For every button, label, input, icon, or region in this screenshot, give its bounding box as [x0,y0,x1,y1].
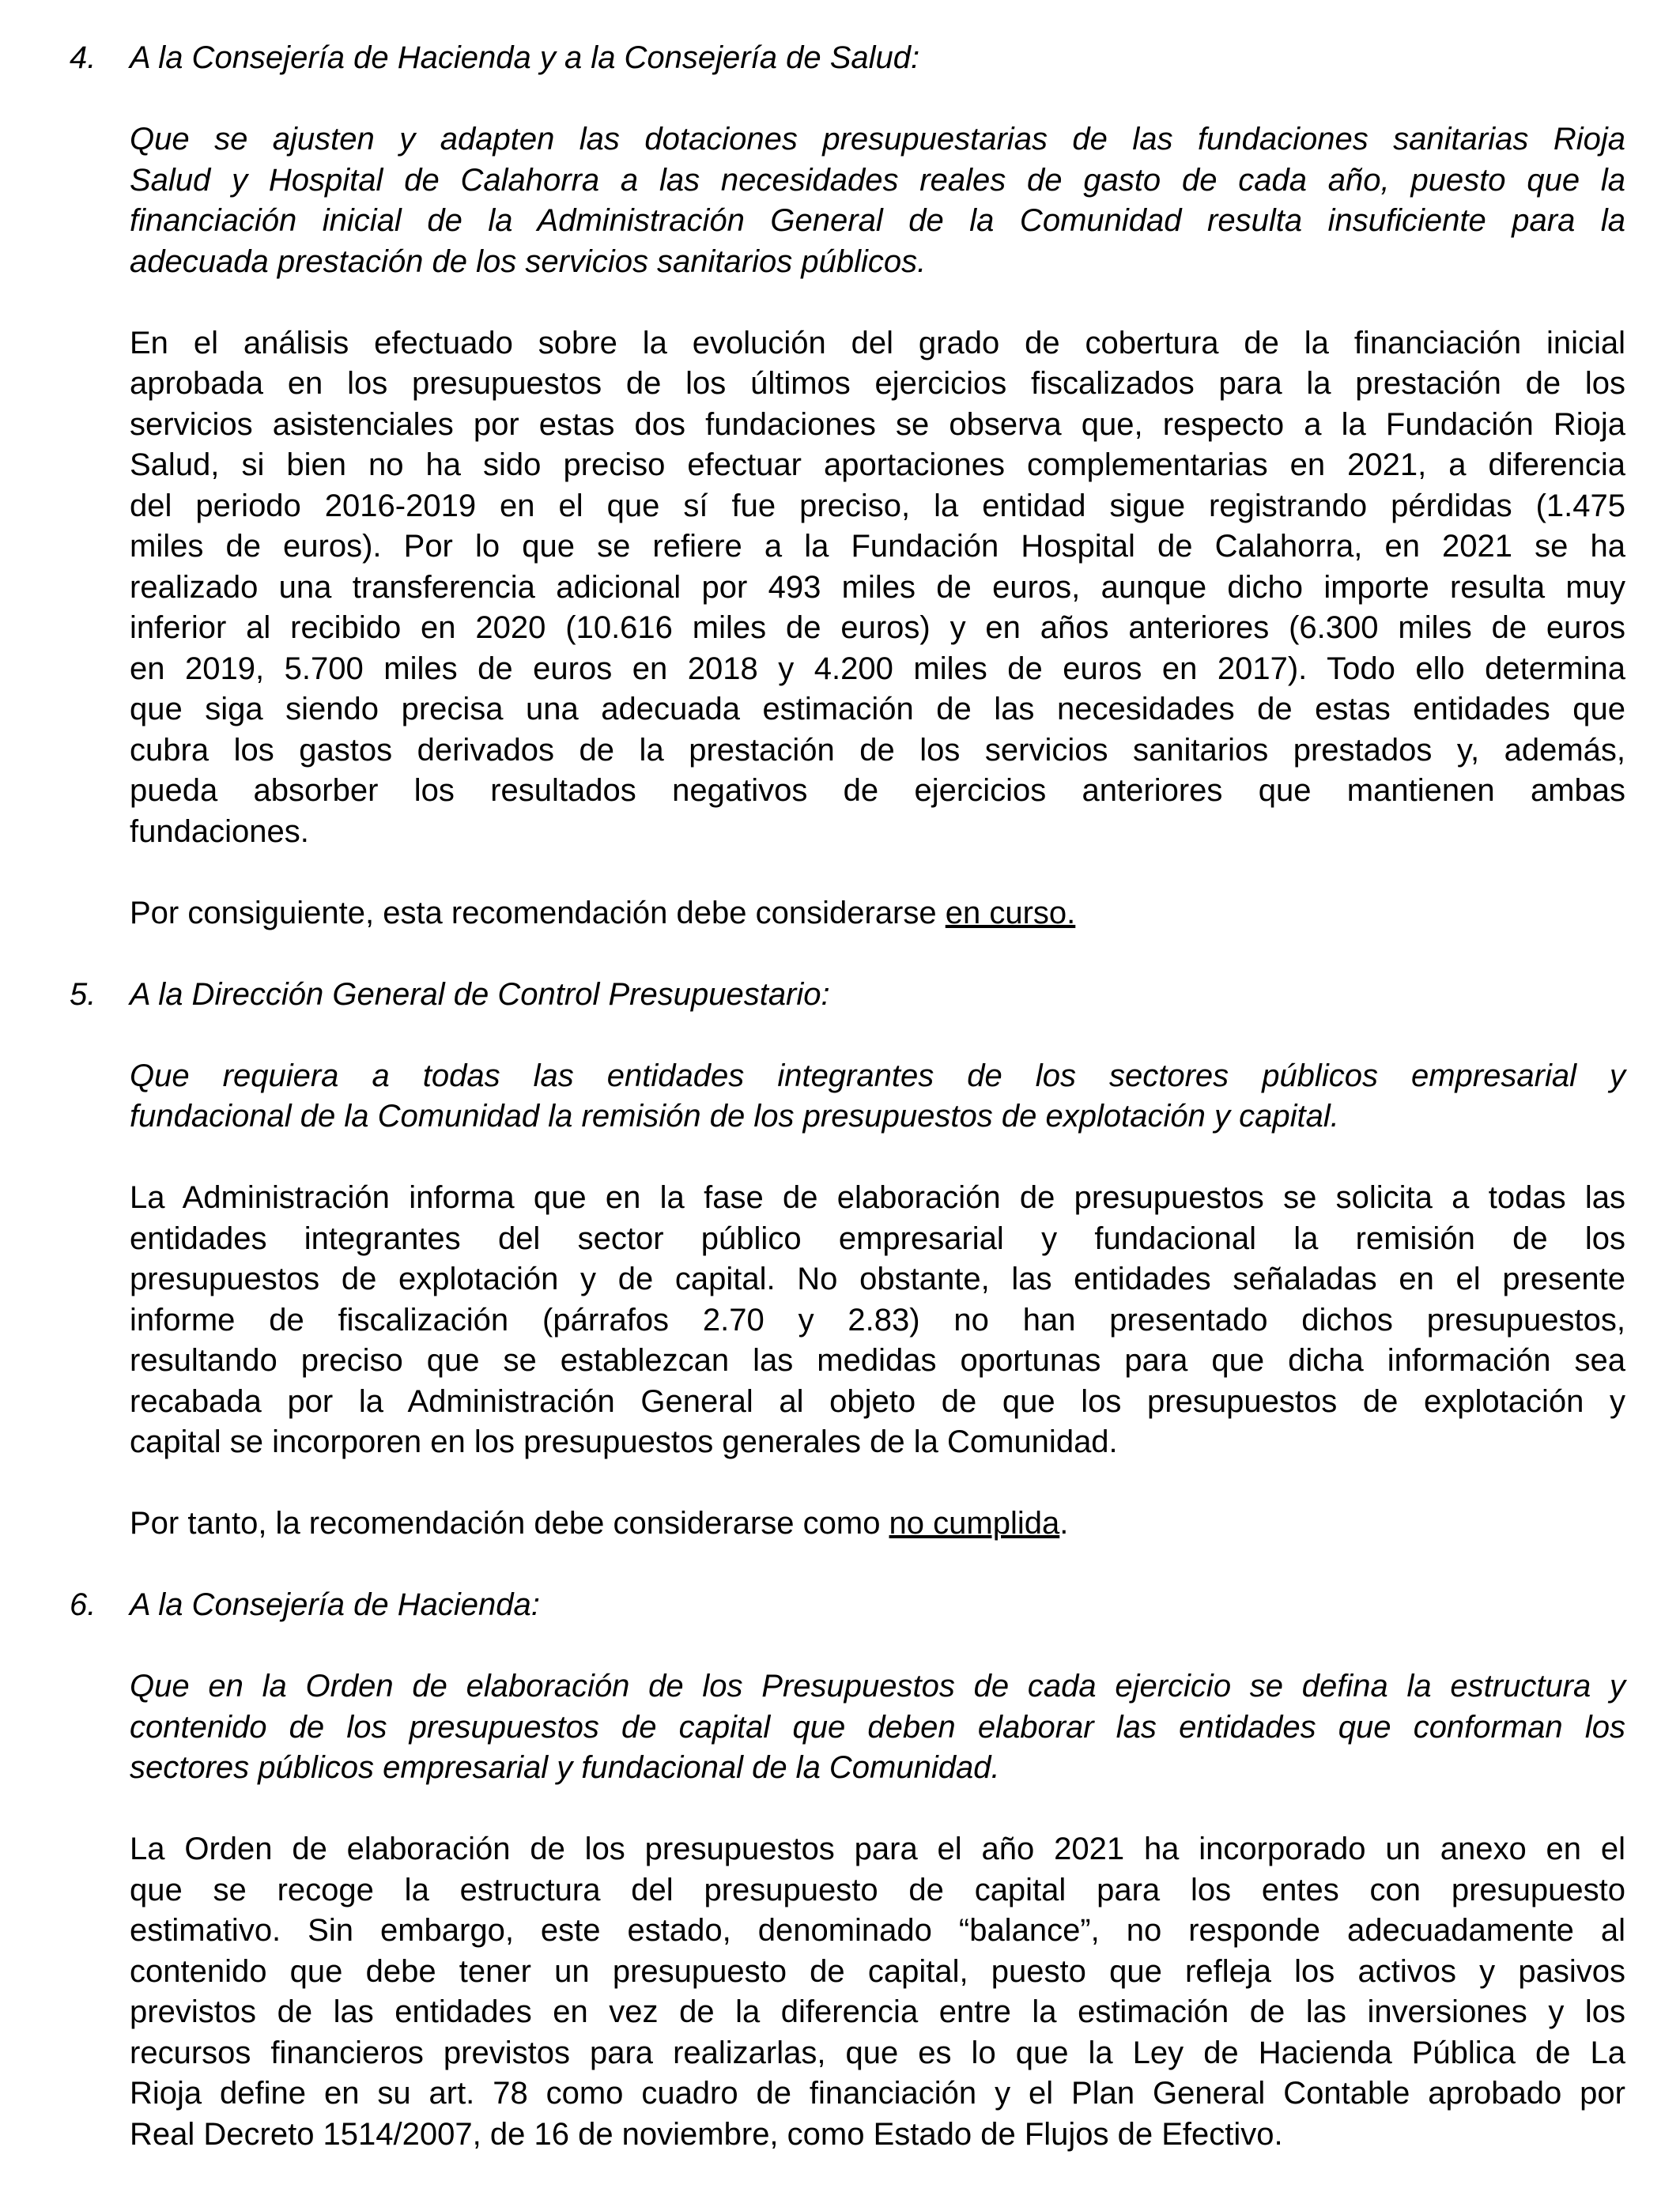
text-line: informe de fiscalización (párrafos 2.70 y 2.83) no han presentado dichos presupuestos, [130,1302,1625,1338]
item-body [130,1585,1625,2155]
conclusion [130,893,1625,934]
conclusion-prefix: Por tanto, la recomendación debe considerarse como [130,1506,889,1541]
recommendation-text [130,1056,1625,1138]
item-heading: A la Consejería de Hacienda: [130,1587,540,1622]
analysis-text [130,1178,1625,1463]
recommendation-text [130,1666,1625,1789]
text-line: recabada por la Administración General al objeto de que los presupuestos de explotación y [130,1383,1625,1419]
item-heading: A la Consejería de Hacienda y a la Consejería de Salud: [130,40,920,75]
text-line: contenido de los presupuestos de capital que deben elaborar las entidades que conforman los [130,1709,1625,1745]
text-line: que se recoge la estructura del presupuesto de capital para los entes con presupuesto [130,1872,1625,1907]
item-number: 5. [70,976,96,1012]
text-line: Que requiera a todas las entidades integrantes de los sectores públicos empresarial y [130,1058,1625,1093]
text-line: en 2019, 5.700 miles de euros en 2018 y 4.200 miles de euros en 2017). Todo ello determina [130,651,1625,686]
text-line: Salud y Hospital de Calahorra a las necesidades reales de gasto de cada año, puesto que la [130,162,1625,198]
text-line: sectores públicos empresarial y fundacional de la Comunidad. [130,1750,1000,1785]
text-line: previstos de las entidades en vez de la diferencia entre la estimación de las inversiones y los [130,1994,1625,2029]
conclusion-line [130,1504,1625,1545]
conclusion-prefix: Por consiguiente, esta recomendación debe considerarse [130,895,946,930]
text-line: resultando preciso que se establezcan las medidas oportunas para que dicha información sea [130,1343,1625,1378]
text-line: miles de euros). Por lo que se refiere a la Fundación Hospital de Calahorra, en 2021 se ha [130,529,1625,564]
text-line: presupuestos de explotación y de capital. No obstante, las entidades señaladas en el presente [130,1262,1625,1296]
item-body [130,975,1625,1545]
text-line: pueda absorber los resultados negativos de ejercicios anteriores que mantienen ambas [130,773,1625,808]
analysis-text [130,323,1625,853]
text-line: aprobada en los presupuestos de los últimos ejercicios fiscalizados para la prestación de los [130,366,1625,401]
recommendation-text [130,119,1625,282]
conclusion [130,1504,1625,1545]
item-heading: A la Dirección General de Control Presupuestario: [130,976,830,1012]
item-body [130,38,1625,934]
text-line: La Administración informa que en la fase de elaboración de presupuestos se solicita a todas las [130,1180,1625,1215]
text-line: financiación inicial de la Administración General de la Comunidad resulta insuficiente para la [130,203,1625,238]
document-page [70,38,1625,2196]
text-line: adecuada prestación de los servicios sanitarios públicos. [130,243,927,279]
text-line: estimativo. Sin embargo, este estado, denominado “balance”, no responde adecuadamente al [130,1913,1625,1948]
recommendation-item [70,38,1625,934]
text-line: recursos financieros previstos para realizarlas, que es lo que la Ley de Hacienda Pública de La [130,2035,1625,2070]
conclusion-status: no cumplida [889,1506,1060,1541]
text-line: Que se ajusten y adapten las dotaciones presupuestarias de las fundaciones sanitarias Rioja [130,122,1625,157]
recommendation-item [70,1585,1625,2155]
text-line: En el análisis efectuado sobre la evolución del grado de cobertura de la financiación inicial [130,325,1625,360]
conclusion-suffix: . [1059,1506,1069,1541]
text-line: La Orden de elaboración de los presupuestos para el año 2021 ha incorporado un anexo en el [130,1832,1625,1866]
text-line: Salud, si bien no ha sido preciso efectuar aportaciones complementarias en 2021, a diferencia [130,447,1625,482]
conclusion-status: en curso. [945,895,1076,930]
text-line: contenido que debe tener un presupuesto de capital, puesto que refleja los activos y pasivos [130,1953,1625,1989]
text-line: fundacional de la Comunidad la remisión de los presupuestos de explotación y capital. [130,1099,1339,1134]
analysis-text [130,1829,1625,2155]
text-line: servicios asistenciales por estas dos fundaciones se observa que, respecto a la Fundación Rioja [130,406,1625,442]
text-line: realizado una transferencia adicional por 493 miles de euros, aunque dicho importe resulta muy [130,569,1625,605]
text-line: del periodo 2016-2019 en el que sí fue preciso, la entidad sigue registrando pérdidas (1.475 [130,488,1625,523]
text-line: que siga siendo precisa una adecuada estimación de las necesidades de estas entidades que [130,692,1625,726]
item-number: 4. [70,40,96,75]
text-line: Que en la Orden de elaboración de los Presupuestos de cada ejercicio se defina la estructura y [130,1669,1625,1704]
text-line: cubra los gastos derivados de la prestación de los servicios sanitarios prestados y, además, [130,732,1625,768]
conclusion-line [130,893,1625,934]
recommendation-item [70,975,1625,1545]
text-line: inferior al recibido en 2020 (10.616 miles de euros) y en años anteriores (6.300 miles de euros [130,610,1625,645]
text-line: Real Decreto 1514/2007, de 16 de noviembre, como Estado de Flujos de Efectivo. [130,2116,1283,2152]
text-line: fundaciones. [130,813,309,849]
item-number: 6. [70,1587,96,1622]
text-line: entidades integrantes del sector público empresarial y fundacional la remisión de los [130,1221,1625,1256]
text-line: capital se incorporen en los presupuestos generales de la Comunidad. [130,1424,1118,1459]
text-line: Rioja define en su art. 78 como cuadro de financiación y el Plan General Contable aprobado por [130,2076,1625,2111]
